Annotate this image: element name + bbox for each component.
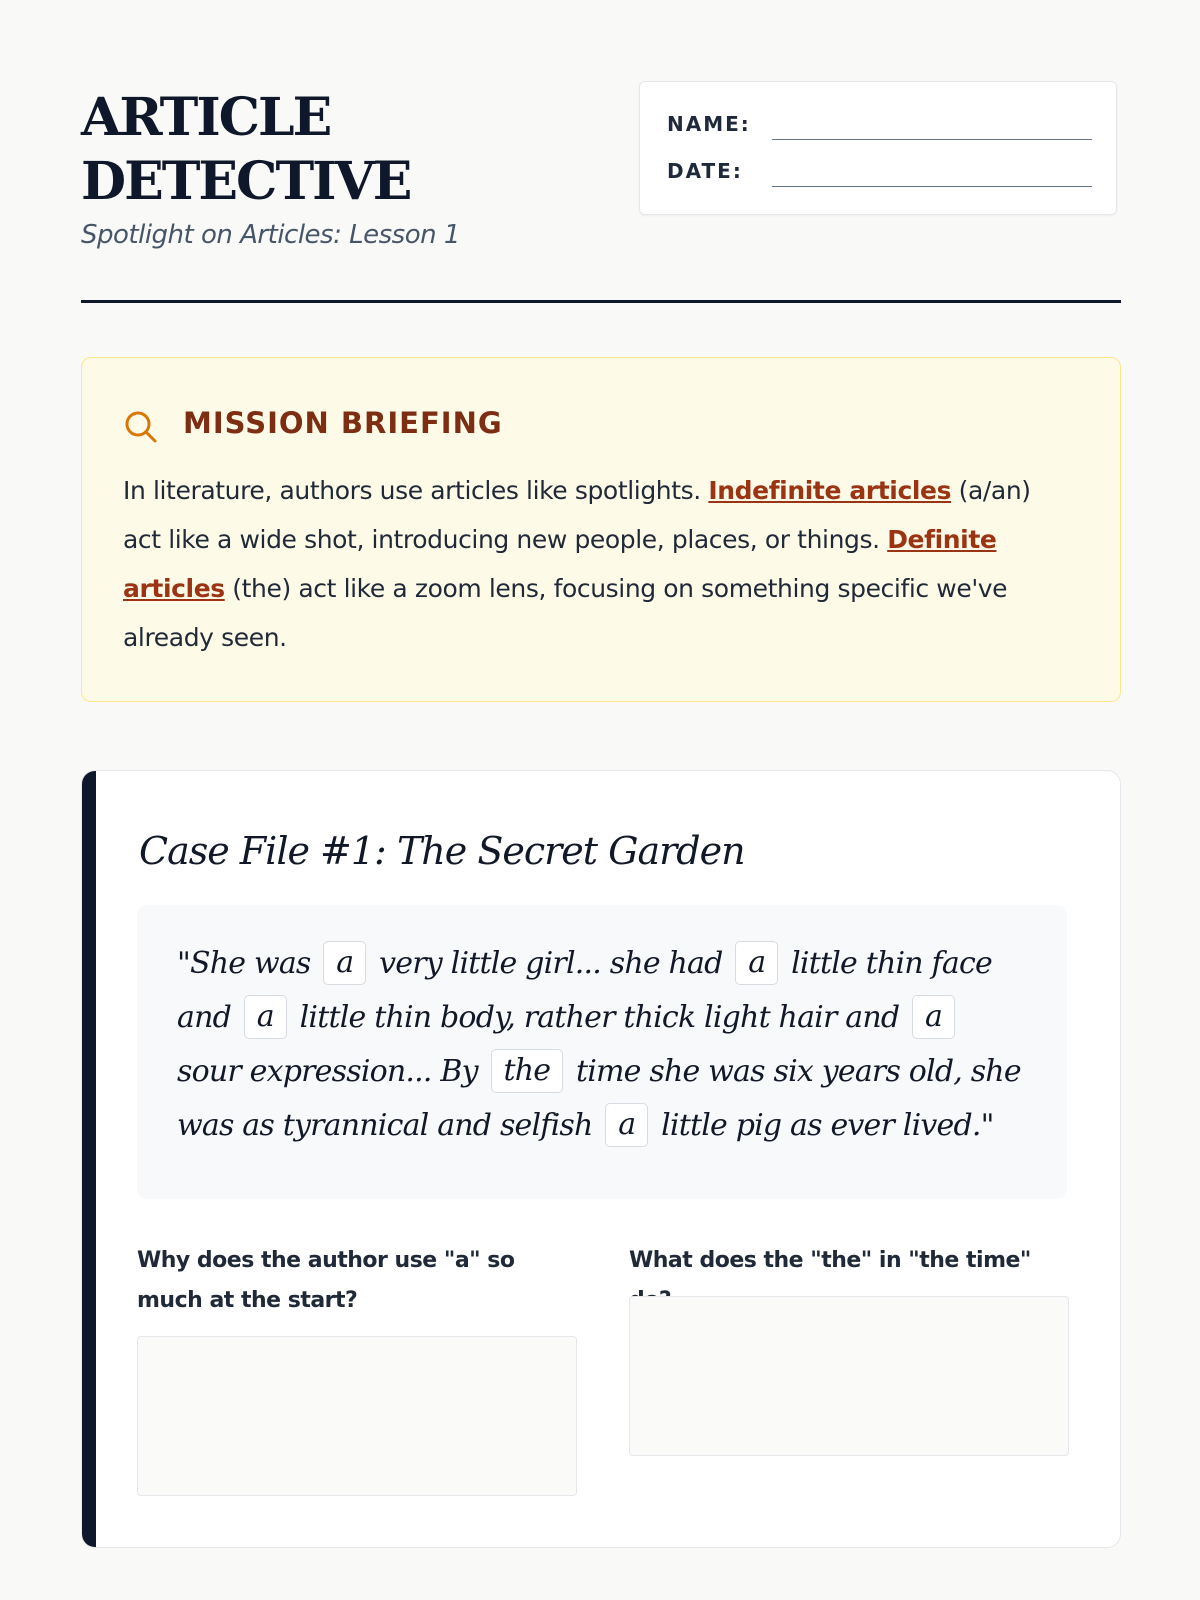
worksheet-header [81, 0, 1121, 304]
quote-segment: very little girl... she had [379, 946, 723, 981]
name-date-box [639, 81, 1117, 215]
date-field[interactable] [667, 159, 1092, 189]
quote-segment: little thin body, rather thick light hair and [299, 1000, 900, 1035]
header-divider [81, 300, 1121, 303]
quote-segment: "She was [177, 946, 311, 981]
article-box[interactable]: a [912, 995, 955, 1039]
question-1: Why does the author use "a" so much at the start? [137, 1248, 515, 1313]
name-line[interactable] [772, 139, 1092, 140]
term-definite-articles: Definite articles [123, 525, 997, 603]
magnifier-icon [124, 410, 158, 444]
date-line[interactable] [772, 186, 1092, 187]
worksheet-page [81, 0, 1121, 1313]
quote-segment: little pig as ever lived." [661, 1108, 994, 1143]
quote-segment: time she was six years old, she was as tyrannical and selfish [177, 1054, 1021, 1143]
answer-box-2[interactable] [629, 1296, 1069, 1456]
quote-text [177, 937, 1027, 1153]
briefing-text-part: In literature, authors use articles like spotlights. [123, 476, 709, 505]
case-file-card [81, 770, 1121, 1548]
date-label: DATE: [667, 159, 743, 183]
case-file-accent-bar [82, 771, 96, 1547]
case-file-title: Case File #1: The Secret Garden [139, 829, 745, 873]
page-subtitle: Spotlight on Articles: Lesson 1 [81, 220, 460, 250]
name-label: NAME: [667, 112, 751, 136]
quote-segment: little thin face and [177, 946, 992, 1035]
article-box[interactable]: a [244, 995, 287, 1039]
question-2: What does the "the" in "the time" [629, 1248, 1031, 1273]
title-line-1: ARTICLE [81, 87, 331, 148]
name-field[interactable] [667, 112, 1092, 142]
article-box[interactable]: a [735, 941, 778, 985]
answer-box-1[interactable] [137, 1336, 577, 1496]
briefing-title: MISSION BRIEFING [183, 406, 503, 440]
briefing-text-part: (a/an) act like a wide shot, introducing new people, places, or things. [123, 476, 1031, 554]
briefing-text [123, 466, 1058, 662]
term-indefinite-articles: Indefinite articles [708, 476, 952, 505]
title-line-2: DETECTIVE [81, 151, 411, 212]
article-box[interactable]: a [323, 941, 366, 985]
article-box[interactable]: a [605, 1103, 648, 1147]
article-box[interactable]: the [491, 1049, 564, 1093]
quote-segment: sour expression... By [177, 1054, 478, 1089]
mission-briefing [81, 357, 1121, 702]
page-title [81, 86, 410, 214]
quote-box [137, 905, 1067, 1199]
briefing-text-part: (the) act like a zoom lens, focusing on something specific we've already seen. [123, 574, 1008, 652]
